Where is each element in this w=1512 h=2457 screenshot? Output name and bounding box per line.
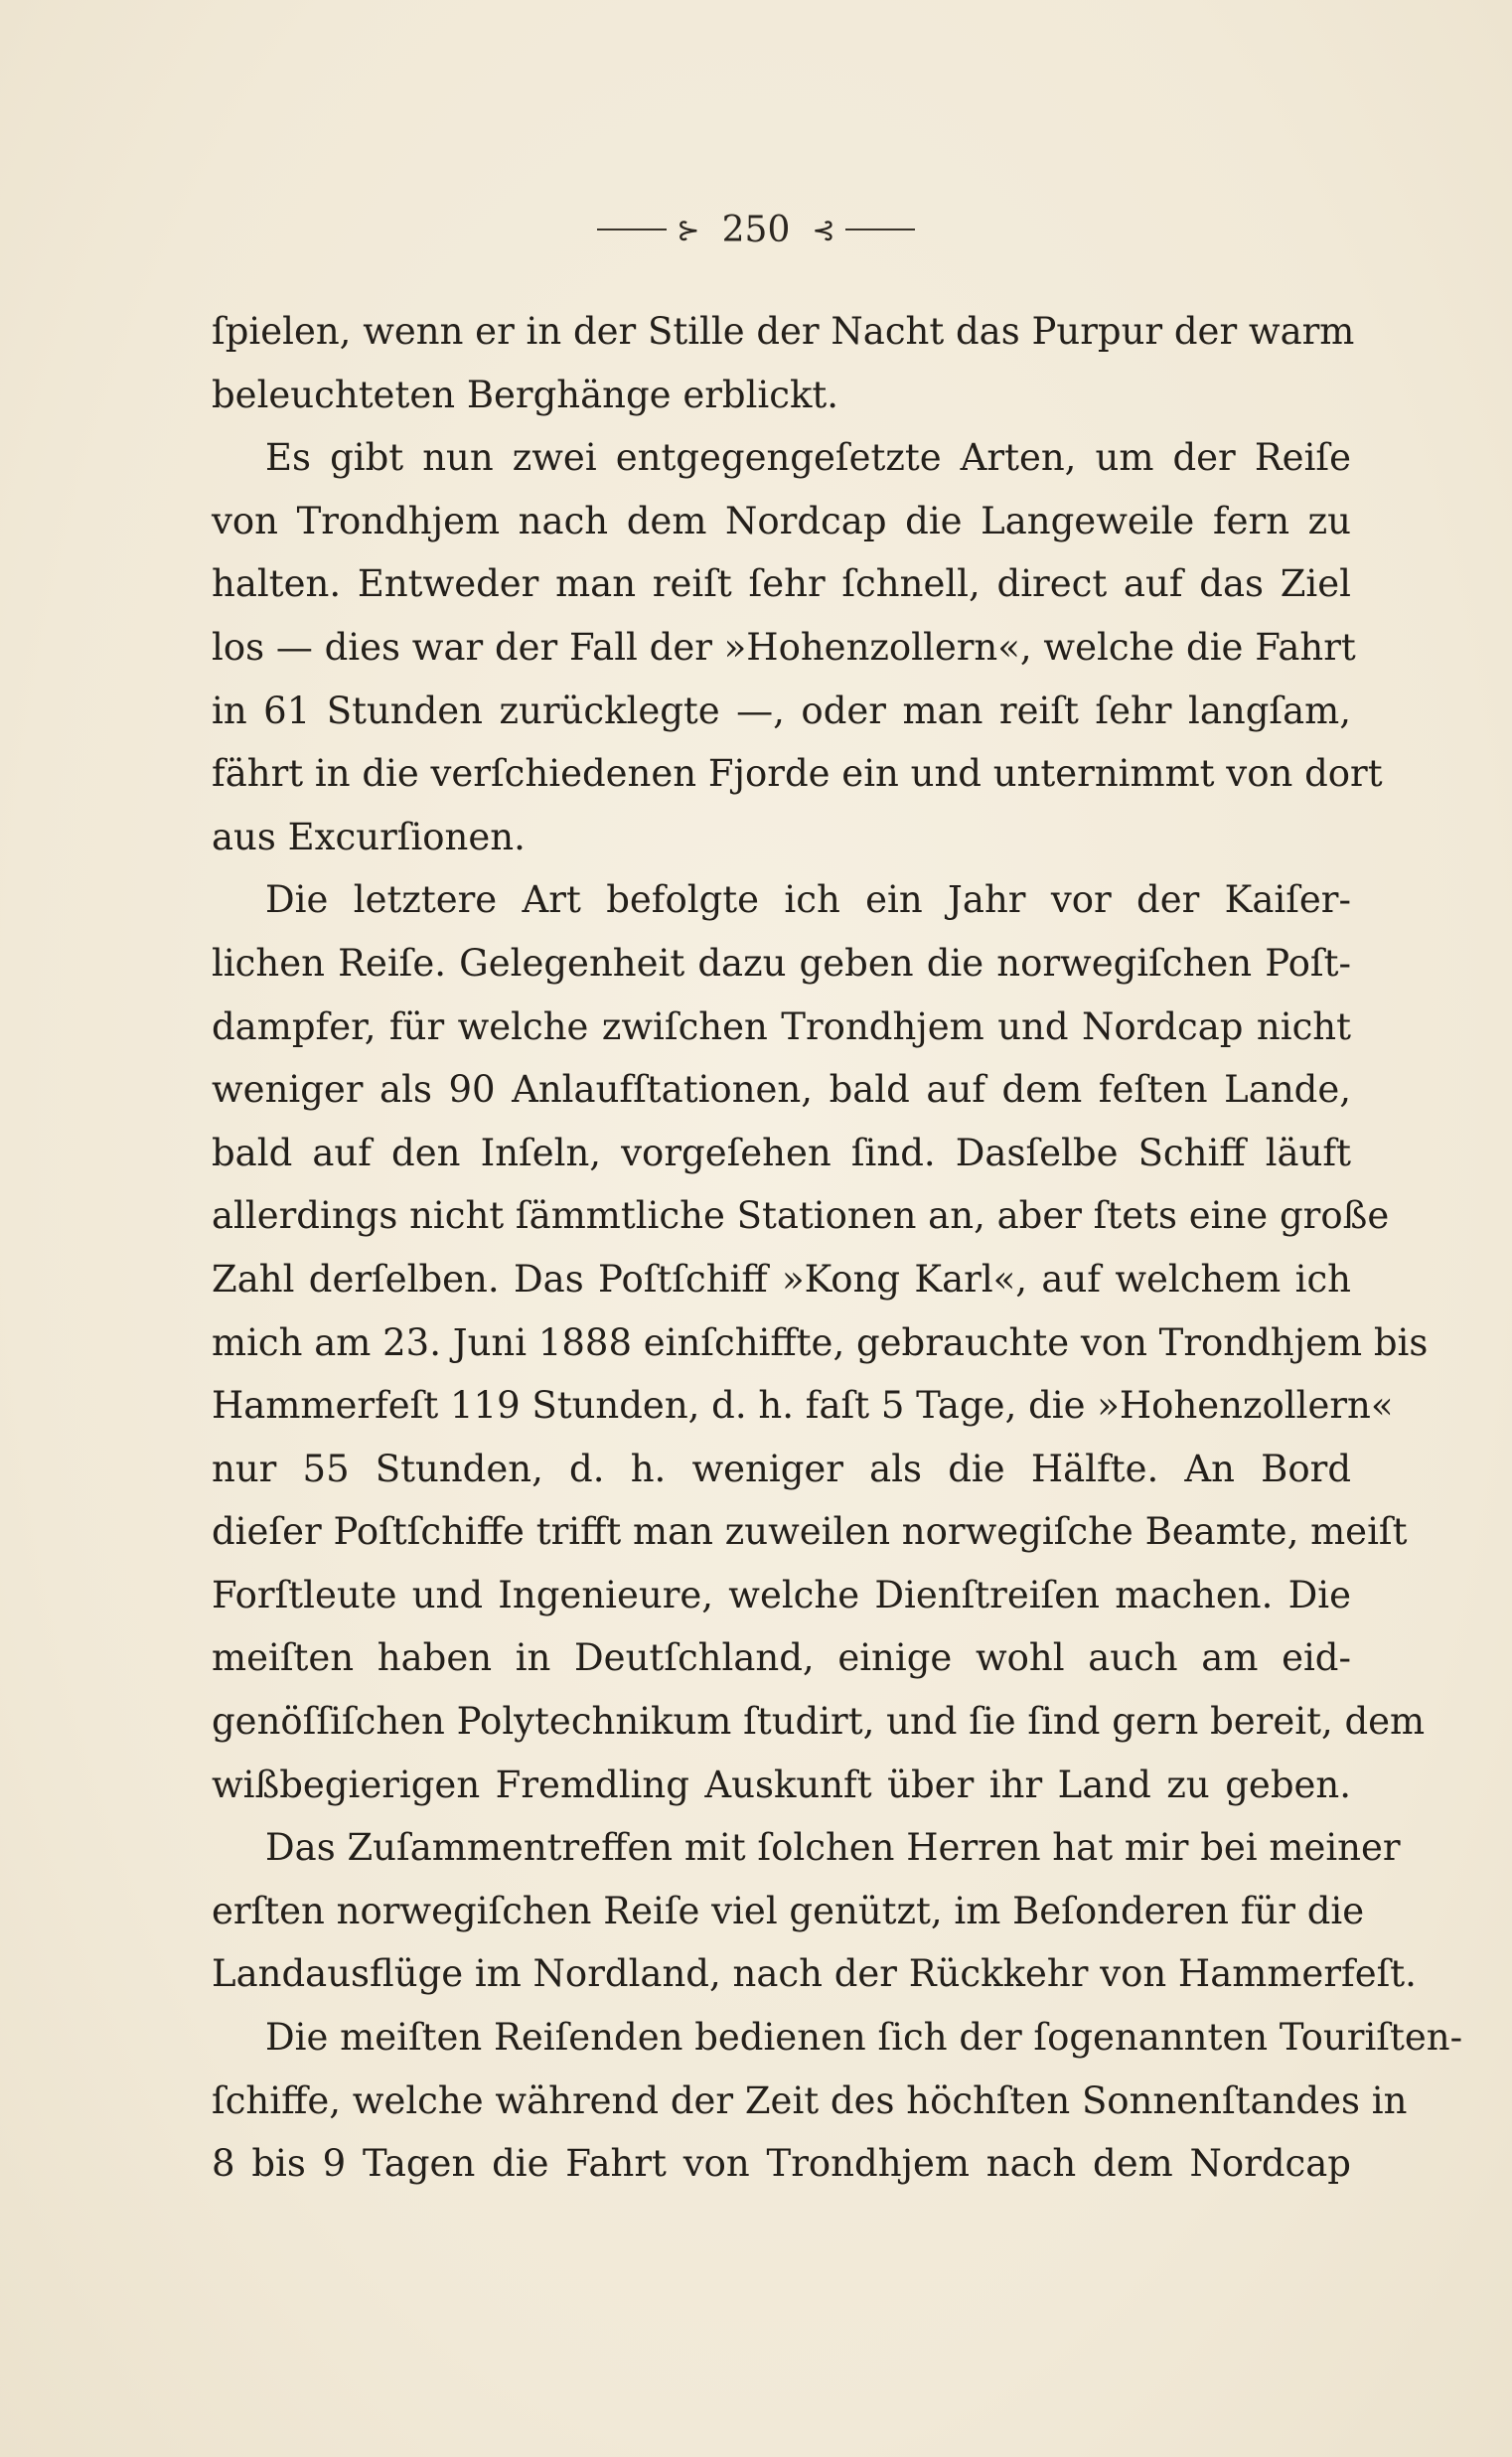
text-line: meiſten haben in Deutſchland, einige wohl auch am eid- — [212, 1636, 1351, 1680]
text-line: allerdings nicht ſämmtliche Stationen an, aber ſtets eine große — [212, 1194, 1390, 1238]
text-line: wißbegierigen Fremdling Auskunft über ihr Land zu geben. — [212, 1763, 1351, 1806]
text-line: dieſer Poſtſchiffe trifft man zuweilen norwegiſche Beamte, meiſt — [212, 1510, 1408, 1554]
ornament-right-icon: ⊰ — [812, 213, 835, 246]
text-line: weniger als 90 Anlaufſtationen, bald auf dem feſten Lande, — [212, 1068, 1351, 1112]
text-line: in 61 Stunden zurücklegte —, oder man reiſt ſehr langſam, — [212, 689, 1351, 732]
text-line: beleuchteten Berghänge erblickt. — [212, 373, 839, 416]
text-line: Hammerfeſt 119 Stunden, d. h. faſt 5 Tage, die »Hohenzollern« — [212, 1384, 1394, 1428]
text-line: 8 bis 9 Tagen die Fahrt von Trondhjem nach dem Nordcap — [212, 2142, 1351, 2186]
text-line: genöſſiſchen Polytechnikum ſtudirt, und ſie ſind gern bereit, dem — [212, 1700, 1426, 1744]
text-line: ſpielen, wenn er in der Stille der Nacht das Purpur der warm — [212, 310, 1355, 353]
header-rule-left — [597, 229, 667, 230]
text-line: ſchiffe, welche während der Zeit des höchſten Sonnenſtandes in — [212, 2078, 1408, 2122]
text-line: lichen Reiſe. Gelegenheit dazu geben die norwegiſchen Poſt- — [212, 941, 1351, 985]
page-number: 250 — [721, 209, 791, 250]
text-line: fährt in die verſchiedenen Fjorde ein und unternimmt von dort — [212, 752, 1383, 796]
text-line: halten. Entweder man reiſt ſehr ſchnell, direct auf das Ziel — [212, 562, 1351, 606]
text-line: Landausflüge im Nordland, nach der Rückkehr von Hammerfeſt. — [212, 1952, 1417, 1996]
text-line: bald auf den Inſeln, vorgeſehen ſind. Dasſelbe Schiff läuft — [212, 1131, 1351, 1174]
text-line: Das Zuſammentreffen mit ſolchen Herren hat mir bei meiner — [265, 1826, 1401, 1870]
body-text — [212, 300, 1463, 2196]
text-line: Die meiſten Reiſenden bedienen ſich der ſogenannten Touriſten- — [265, 2016, 1463, 2060]
text-line: erſten norwegiſchen Reiſe viel genützt, im Beſonderen für die — [212, 1889, 1365, 1932]
text-line: nur 55 Stunden, d. h. weniger als die Hälfte. An Bord — [212, 1447, 1351, 1490]
text-line: dampfer, für welche zwiſchen Trondhjem und Nordcap nicht — [212, 1004, 1351, 1048]
text-line: Die letztere Art befolgte ich ein Jahr vor der Kaiſer- — [265, 878, 1351, 922]
ornament-left-icon: ⊱ — [677, 213, 700, 246]
page-header — [0, 207, 1512, 250]
text-line: Es gibt nun zwei entgegengeſetzte Arten, um der Reiſe — [265, 436, 1351, 480]
text-line: Zahl derſelben. Das Poſtſchiff »Kong Karl«, auf welchem ich — [212, 1257, 1351, 1301]
text-line: mich am 23. Juni 1888 einſchiffte, gebrauchte von Trondhjem bis — [212, 1320, 1429, 1364]
text-line: los — dies war der Fall der »Hohenzollern«, welche die Fahrt — [212, 625, 1356, 669]
header-rule-right — [845, 229, 915, 230]
text-line: Forſtleute und Ingenieure, welche Dienſtreiſen machen. Die — [212, 1573, 1351, 1616]
text-line: von Trondhjem nach dem Nordcap die Langeweile fern zu — [212, 499, 1351, 542]
text-line: aus Excurſionen. — [212, 815, 526, 858]
